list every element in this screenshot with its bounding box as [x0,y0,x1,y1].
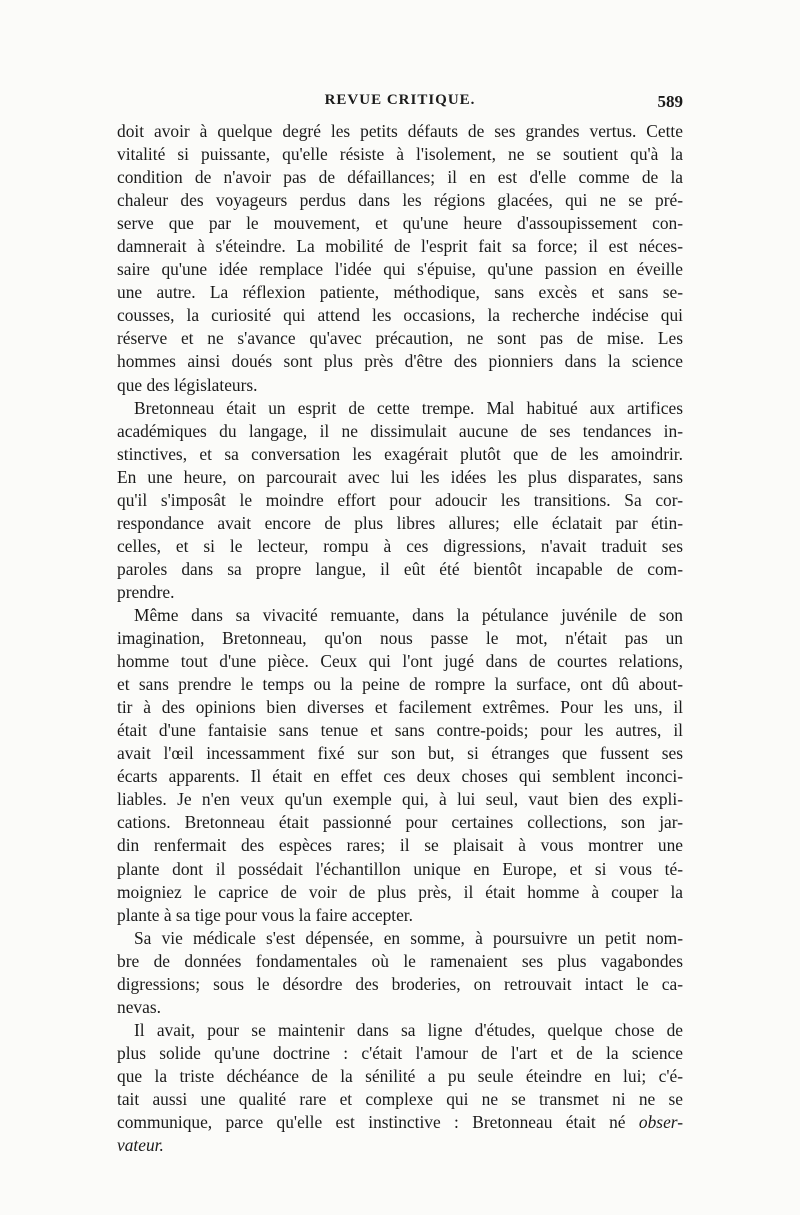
text-line: cousses, la curiosité qui attend les occasions, la recherche indécise qui [117,305,683,326]
text-line: respondance avait encore de plus libres allures; elle éclatait par étin- [117,512,683,533]
text-line [117,1134,683,1157]
paragraph-first-line: Sa vie médicale s'est dépensée, en somme, à poursuivre un petit nom- [134,927,683,948]
text-line: hommes ainsi doués sont plus près d'être des pionniers dans la science [117,351,683,372]
running-head [117,92,683,118]
paragraph-first-line: Il avait, pour se maintenir dans sa ligne d'études, quelque chose de [134,1019,683,1040]
text-line: nevas. [117,996,161,1017]
text-line: paroles dans sa propre langue, il eût été bientôt incapable de com- [117,558,683,579]
text-line: chaleur des voyageurs perdus dans les régions glacées, qui ne se pré- [117,190,683,211]
text-line: saire qu'une idée remplace l'idée qui s'épuise, qu'une passion en éveille [117,259,683,280]
body-text [117,120,683,1157]
text-line: serve que par le mouvement, et qu'une heure d'assoupissement con- [117,213,683,234]
text-line: condition de n'avoir pas de défaillances; il en est d'elle comme de la [117,167,683,188]
text-line: plante à sa tige pour vous la faire accepter. [117,904,413,925]
paragraph-first-line: Même dans sa vivacité remuante, dans la pétulance juvénile de son [134,604,683,625]
italic-word: obser- [638,1112,683,1133]
text-line: avait l'œil incessamment fixé sur son but, si étranges que fussent ses [117,743,683,764]
paragraph-first-line: Bretonneau était un esprit de cette trempe. Mal habitué aux artifices [134,397,683,418]
text-line: réserve et ne s'avance qu'avec précaution, ne sont pas de mise. Les [117,328,683,349]
text-line [117,1111,683,1134]
text-line: tait aussi une qualité rare et complexe qui ne se transmet ni ne se [117,1088,683,1109]
italic-word: vateur. [117,1135,164,1156]
text-line: que des législateurs. [117,374,258,395]
page-number: 589 [657,92,683,111]
text-line: qu'il s'imposât le moindre effort pour adoucir les transitions. Sa cor- [117,489,683,510]
text-line: digressions; sous le désordre des broderies, on retrouvait intact le ca- [117,973,683,994]
text-line: bre de données fondamentales où le ramenaient ses plus vagabondes [117,950,683,971]
text-line: homme tout d'une pièce. Ceux qui l'ont jugé dans de courtes relations, [117,651,683,672]
text-line-start: communique, parce qu'elle est instinctive : Bretonneau était né [117,1112,639,1133]
text-line: stinctives, et sa conversation les exagérait plutôt que de les amoindrir. [117,443,683,464]
text-line: prendre. [117,581,175,602]
text-line: moigniez le caprice de voir de plus près, il était homme à couper la [117,881,683,902]
text-line: cations. Bretonneau était passionné pour certaines collections, son jar- [117,812,683,833]
text-line: une autre. La réflexion patiente, méthodique, sans excès et sans se- [117,282,683,303]
running-head-title: REVUE CRITIQUE. [324,92,476,108]
text-line: que la triste déchéance de la sénilité a pu seule éteindre en lui; c'é- [117,1065,683,1086]
text-line: était d'une fantaisie sans tenue et sans contre-poids; pour les autres, il [117,720,683,741]
text-line: écarts apparents. Il était en effet ces deux choses qui semblent inconci- [117,766,683,787]
text-line: damnerait à s'éteindre. La mobilité de l'esprit fait sa force; il est néces- [117,236,683,257]
text-line: plante dont il possédait l'échantillon unique en Europe, et si vous té- [117,858,683,879]
text-line: académiques du langage, il ne dissimulait aucune de ses tendances in- [117,420,683,441]
text-line: vitalité si puissante, qu'elle résiste à l'isolement, ne se soutient qu'à la [117,144,683,165]
text-line: En une heure, on parcourait avec lui les idées les plus disparates, sans [117,466,683,487]
text-line: et sans prendre le temps ou la peine de rompre la surface, ont dû about- [117,674,683,695]
text-line: imagination, Bretonneau, qu'on nous passe le mot, n'était pas un [117,628,683,649]
text-line: celles, et si le lecteur, rompu à ces digressions, n'avait traduit ses [117,535,683,556]
text-line: doit avoir à quelque degré les petits défauts de ses grandes vertus. Cette [117,121,683,141]
text-line: tir à des opinions bien diverses et facilement extrêmes. Pour les uns, il [117,697,683,718]
text-line: plus solide qu'une doctrine : c'était l'amour de l'art et de la science [117,1042,683,1063]
text-line: liables. Je n'en veux qu'un exemple qui, à lui seul, vaut bien des expli- [117,789,683,810]
text-line: din renfermait des espèces rares; il se plaisait à vous montrer une [117,835,683,856]
